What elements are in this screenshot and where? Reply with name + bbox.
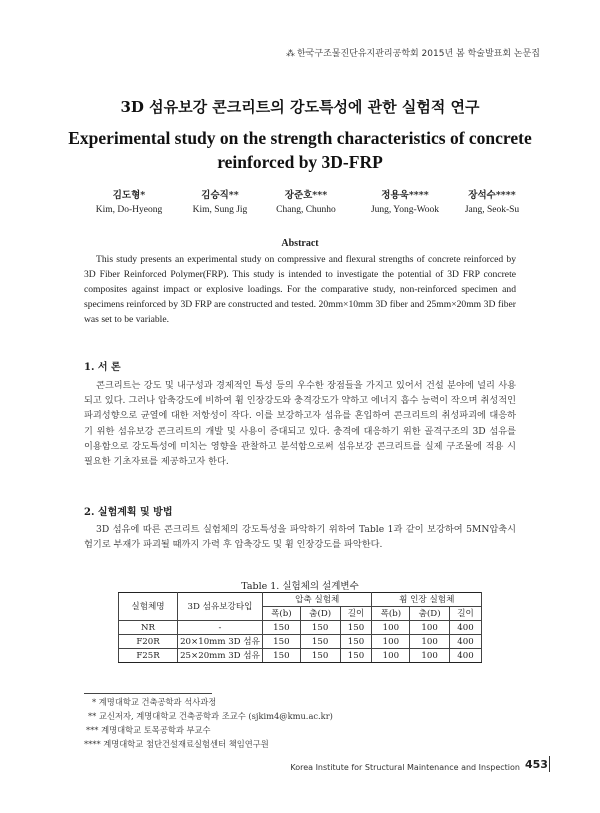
footnote-2: ** 교신저자, 계명대학교 건축공학과 조교수 (sjkim4@kmu.ac.kr) <box>88 711 333 721</box>
header-text: 한국구조물진단유지관리공학회 2015년 봄 학술발표회 논문집 <box>296 49 540 59</box>
cell-value: 150 <box>340 649 372 663</box>
section-2-text: 3D 섬유에 따른 콘크리트 실험체의 강도특성을 파악하기 위하여 Table 1과 같이 보강하여 5MN압축시험기로 부재가 파괴될 때까지 가력 후 압축강도 및 휨 인장강도를 파악한다. <box>84 524 516 551</box>
header-fiber-type: 3D 섬유보강타입 <box>178 593 263 621</box>
section-1-heading: 1. 서 론 <box>84 362 121 373</box>
footnote-4: **** 계명대학교 첨단건설재료실험센터 책임연구원 <box>84 739 269 749</box>
cell-value: 100 <box>372 649 410 663</box>
cell-value: 100 <box>410 649 450 663</box>
title-english-line2: reinforced by 3D-FRP <box>217 152 383 172</box>
footnote-divider <box>84 693 212 694</box>
cell-value: 150 <box>300 621 340 635</box>
page-number-divider <box>549 756 550 772</box>
cell-name: F20R <box>119 635 178 649</box>
author-4 <box>356 188 454 218</box>
author-3 <box>260 188 352 218</box>
abstract-text: This study presents an experimental study on compressive and flexural strengths of concrete reinforced by 3D Fiber Reinforced Polymer(FRP). This study is intended to investigate the potential of 3D FRP concrete composites against impact or explosive loadings. For the comparative study, non-reinforced specimen and specimens reinforced by 3D FRP are constructed and tested. 20mm×10mm 3D fiber and 25mm×20mm 3D fiber was set to be variable. <box>84 254 516 325</box>
header-compression-group: 압축 실험체 <box>263 593 372 607</box>
cell-value: 400 <box>450 635 482 649</box>
subheader-cell: 길이 <box>340 607 372 621</box>
cell-value: 100 <box>410 635 450 649</box>
author-2 <box>178 188 262 218</box>
cell-type: 20×10mm 3D 섬유 <box>178 635 263 649</box>
cell-value: 400 <box>450 649 482 663</box>
section-2-heading: 2. 실험계획 및 방법 <box>84 507 173 518</box>
table-caption: Table 1. 실험체의 설계변수 <box>241 581 359 592</box>
author-1 <box>74 188 184 218</box>
author-5-en: Jang, Seok-Su <box>464 205 520 215</box>
author-1-kr: 김도형* <box>112 190 146 201</box>
author-2-en: Kim, Sung Jig <box>192 205 248 215</box>
header-specimen: 실험체명 <box>119 593 178 621</box>
author-4-kr: 정용욱**** <box>381 190 429 201</box>
cell-value: 100 <box>372 635 410 649</box>
title-korean: 3D 섬유보강 콘크리트의 강도특성에 관한 실험적 연구 <box>120 98 480 116</box>
section-1-text: 콘크리트는 강도 및 내구성과 경제적인 특성 등의 우수한 장점들을 가지고 있어서 건설 분야에 널리 사용되고 있다. 그러나 압축강도에 비하여 휨 인장강도와 충격강도가 약하고 에너지 흡수 능력이 작으며 취성적인 파괴성향으로 균열에 대한 저항성이 작다. 이를 보강하고자 섬유를 혼입하여 콘크리트의 취성파괴에 대응하기 위한 섬유보강 콘크리트의 개발 및 사용이 증대되고 있다. 충격에 대응하기 위한 골격구조의 3D 섬유를 이용함으로 강도특성에 미치는 영향을 관찰하고 분석함으로써 섬유보강 콘크리트를 실제 구조물에 적용 시 필요한 기초자료를 제공하고자 한다. <box>84 380 516 468</box>
abstract-heading: Abstract <box>281 238 319 249</box>
design-variables-table <box>118 592 482 663</box>
cell-name: NR <box>119 621 178 635</box>
author-3-kr: 장준호*** <box>284 190 328 201</box>
author-1-en: Kim, Do-Hyeong <box>95 205 163 215</box>
table-row <box>119 649 482 663</box>
table-row <box>119 621 482 635</box>
cell-value: 150 <box>263 635 301 649</box>
subheader-cell: 춤(D) <box>410 607 450 621</box>
author-3-en: Chang, Chunho <box>276 205 336 215</box>
header-flexural-group: 휨 인장 실험체 <box>372 593 482 607</box>
footnote-3: *** 계명대학교 토목공학과 부교수 <box>86 725 211 735</box>
footnote-1: * 계명대학교 건축공학과 석사과정 <box>92 697 217 707</box>
page-number: 453 <box>525 758 548 771</box>
subheader-cell: 폭(b) <box>263 607 301 621</box>
table-header-row <box>119 593 482 607</box>
subheader-cell: 길이 <box>450 607 482 621</box>
table-row <box>119 635 482 649</box>
author-5-kr: 장석수**** <box>468 190 516 201</box>
cell-value: 150 <box>300 649 340 663</box>
cell-value: 100 <box>410 621 450 635</box>
cell-value: 150 <box>340 635 372 649</box>
subheader-cell: 폭(b) <box>372 607 410 621</box>
cell-type: 25×20mm 3D 섬유 <box>178 649 263 663</box>
running-header <box>286 46 540 59</box>
cell-value: 150 <box>263 621 301 635</box>
cell-name: F25R <box>119 649 178 663</box>
cell-value: 400 <box>450 621 482 635</box>
cell-value: 150 <box>300 635 340 649</box>
cell-value: 150 <box>340 621 372 635</box>
author-5 <box>450 188 534 218</box>
author-2-kr: 김승직** <box>201 190 239 201</box>
cell-type: - <box>178 621 263 635</box>
footer-text: Korea Institute for Structural Maintenance and Inspection <box>290 763 520 772</box>
author-4-en: Jung, Yong-Wook <box>370 205 440 215</box>
title-english <box>0 126 600 174</box>
cell-value: 100 <box>372 621 410 635</box>
subheader-cell: 춤(D) <box>300 607 340 621</box>
cell-value: 150 <box>263 649 301 663</box>
header-mark-icon: ⁂ <box>285 49 295 59</box>
title-english-line1: Experimental study on the strength characteristics of concrete <box>68 128 532 148</box>
